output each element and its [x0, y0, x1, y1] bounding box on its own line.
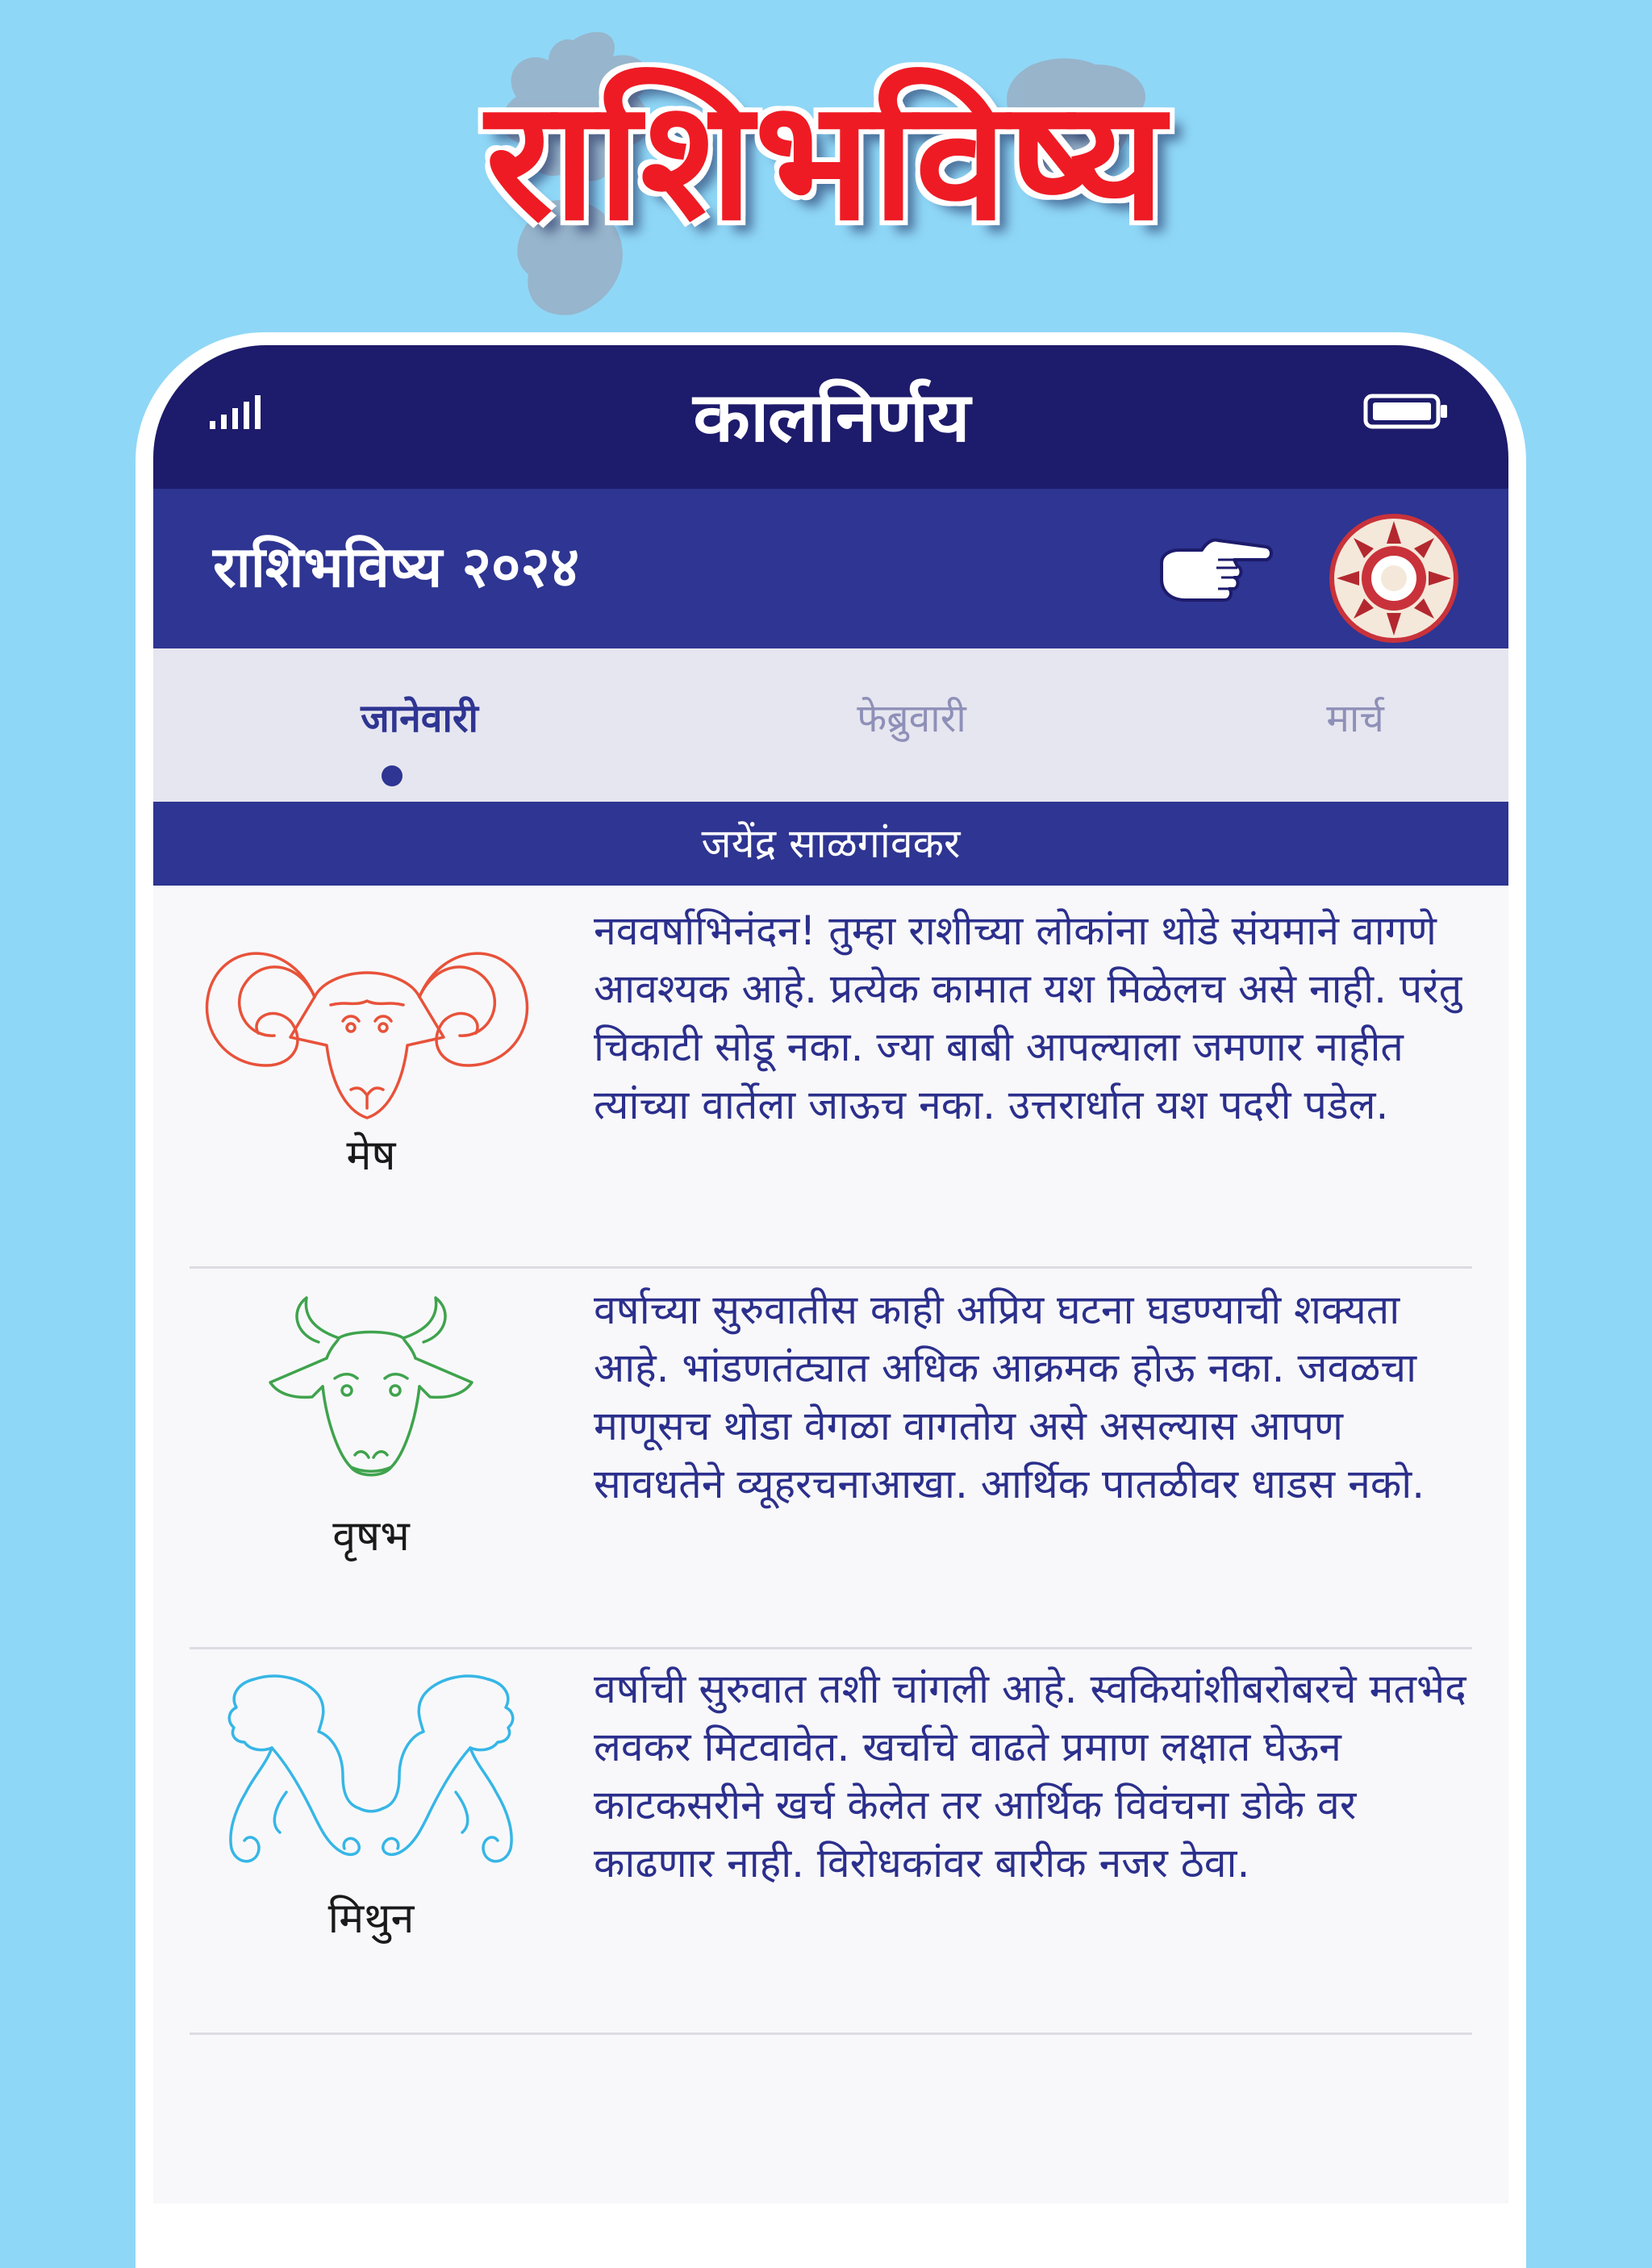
battery-icon: [1363, 392, 1449, 431]
tab-january[interactable]: जानेवारी: [361, 696, 478, 741]
ram-icon: [194, 924, 540, 1126]
tab-february[interactable]: फेब्रुवारी: [857, 696, 966, 741]
month-tabs: [153, 648, 1508, 802]
sign-name-vrushabh: वृषभ: [332, 1512, 410, 1561]
divider: [190, 1647, 1472, 1649]
brand-logo: कालनिर्णय: [693, 377, 969, 457]
tab-march[interactable]: मार्च: [1326, 696, 1384, 741]
list-item[interactable]: [153, 1269, 1508, 1653]
divider: [190, 1266, 1472, 1269]
page-title: राशिभविष्य २०२४: [213, 534, 580, 600]
bull-icon: [262, 1294, 480, 1487]
promo-title: राशिभविष्य: [485, 65, 1167, 257]
divider: [190, 2032, 1472, 2035]
sign-text-vrushabh: वर्षाच्या सुरुवातीस काही अप्रिय घटना घडण्याची शक्यता आहे. भांडणतंट्यात अधिक आक्रमक होऊ नका. जवळचा माणूसच थोडा वेगळा वागतोय असे असल्यास आपण सावधतेने व्यूहरचनाआखा. आर्थिक पातळीवर धाडस नको.: [594, 1286, 1425, 1507]
app-bar: [153, 489, 1508, 648]
pointing-hand-icon[interactable]: [1153, 531, 1274, 608]
kalnirnay-emblem-icon[interactable]: [1327, 511, 1461, 645]
app-screen: [153, 345, 1508, 2203]
status-bar: [153, 345, 1508, 489]
list-item[interactable]: [153, 1652, 1508, 2035]
sign-name-mesh: मेष: [346, 1132, 396, 1180]
twins-icon: [222, 1671, 520, 1881]
selected-tab-indicator: [382, 765, 403, 786]
author-banner: जयेंद्र साळगांवकर: [153, 802, 1508, 886]
list-item[interactable]: [153, 886, 1508, 1269]
sign-text-mithun: वर्षाची सुरुवात तशी चांगली आहे. स्वकियांशीबरोबरचे मतभेद लवकर मिटवावेत. खर्चाचे वाढते प्रमाण लक्षात घेऊन काटकसरीने खर्च केलेत तर आर्थिक विवंचना डोके वर काढणार नाही. विरोधकांवर बारीक नजर ठेवा.: [594, 1666, 1466, 1887]
sign-text-mesh: नववर्षाभिनंदन! तुम्हा राशीच्या लोकांना थोडे संयमाने वागणे आवश्यक आहे. प्रत्येक कामात यश मिळेलच असे नाही. परंतु चिकाटी सोडू नका. ज्या बाबी आपल्याला जमणार नाहीत त्यांच्या वार्तेला जाऊच नका. उत्तरार्धात यश पदरी पडेल.: [594, 907, 1462, 1128]
sign-name-mithun: मिथुन: [327, 1895, 415, 1943]
